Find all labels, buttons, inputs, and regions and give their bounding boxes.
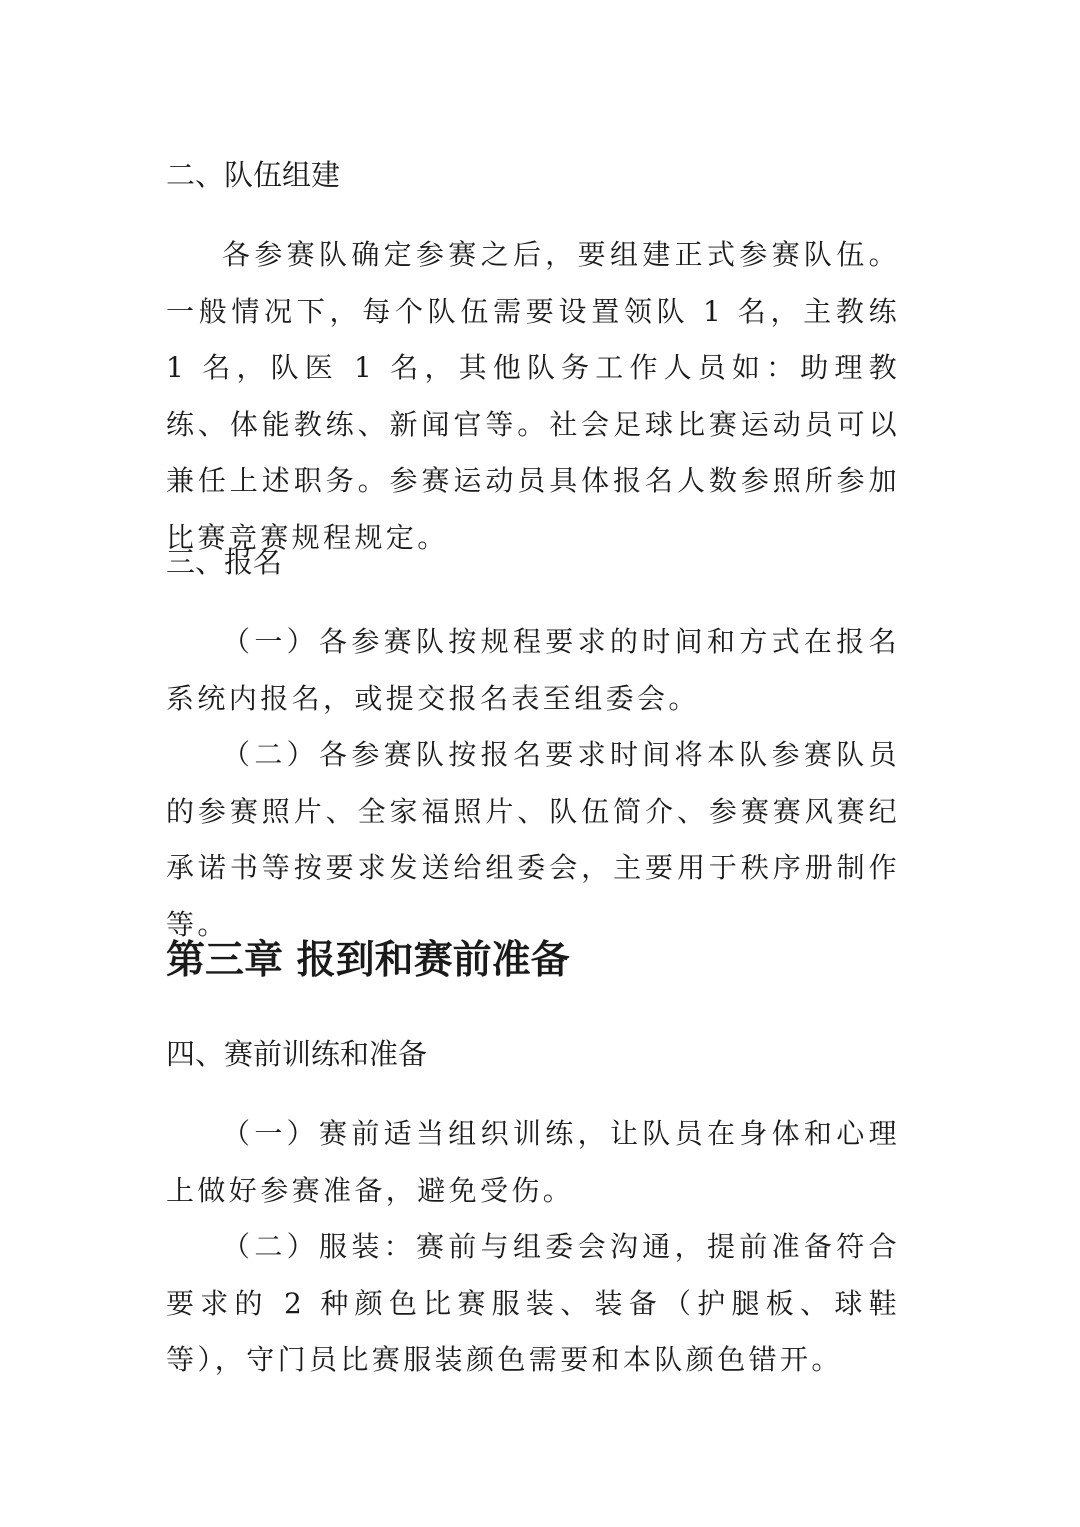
- paragraph-team-formation: 各参赛队确定参赛之后，要组建正式参赛队伍。一般情况下，每个队伍需要设置领队 1 名，主教练 1 名，队医 1 名，其他队务工作人员如：助理教练、体能教练、新闻官等。社会足球比赛运动员可以兼任上述职务。参赛运动员具体报名人数参照所参加比赛竞赛规程规定。: [166, 238, 900, 554]
- paragraph-registration-1: （一）各参赛队按规程要求的时间和方式在报名系统内报名，或提交报名表至组委会。: [166, 625, 900, 715]
- section-heading-registration: 三、报名: [166, 545, 283, 579]
- section-heading-team-formation: 二、队伍组建: [166, 158, 341, 192]
- paragraph-registration-2: （二）各参赛队按报名要求时间将本队参赛队员的参赛照片、全家福照片、队伍简介、参赛赛风赛纪承诺书等按要求发送给组委会，主要用于秩序册制作等。: [166, 738, 900, 941]
- paragraph-pre-match-1: （一）赛前适当组织训练，让队员在身体和心理上做好参赛准备，避免受伤。: [166, 1117, 900, 1207]
- document-page: [166, 0, 900, 1527]
- paragraph-pre-match-2: （二）服装：赛前与组委会沟通，提前准备符合要求的 2 种颜色比赛服装、装备（护腿板、球鞋等），守门员比赛服装颜色需要和本队颜色错开。: [166, 1230, 900, 1376]
- chapter-title: 第三章 报到和赛前准备: [166, 938, 570, 983]
- section-heading-pre-match: 四、赛前训练和准备: [166, 1037, 428, 1071]
